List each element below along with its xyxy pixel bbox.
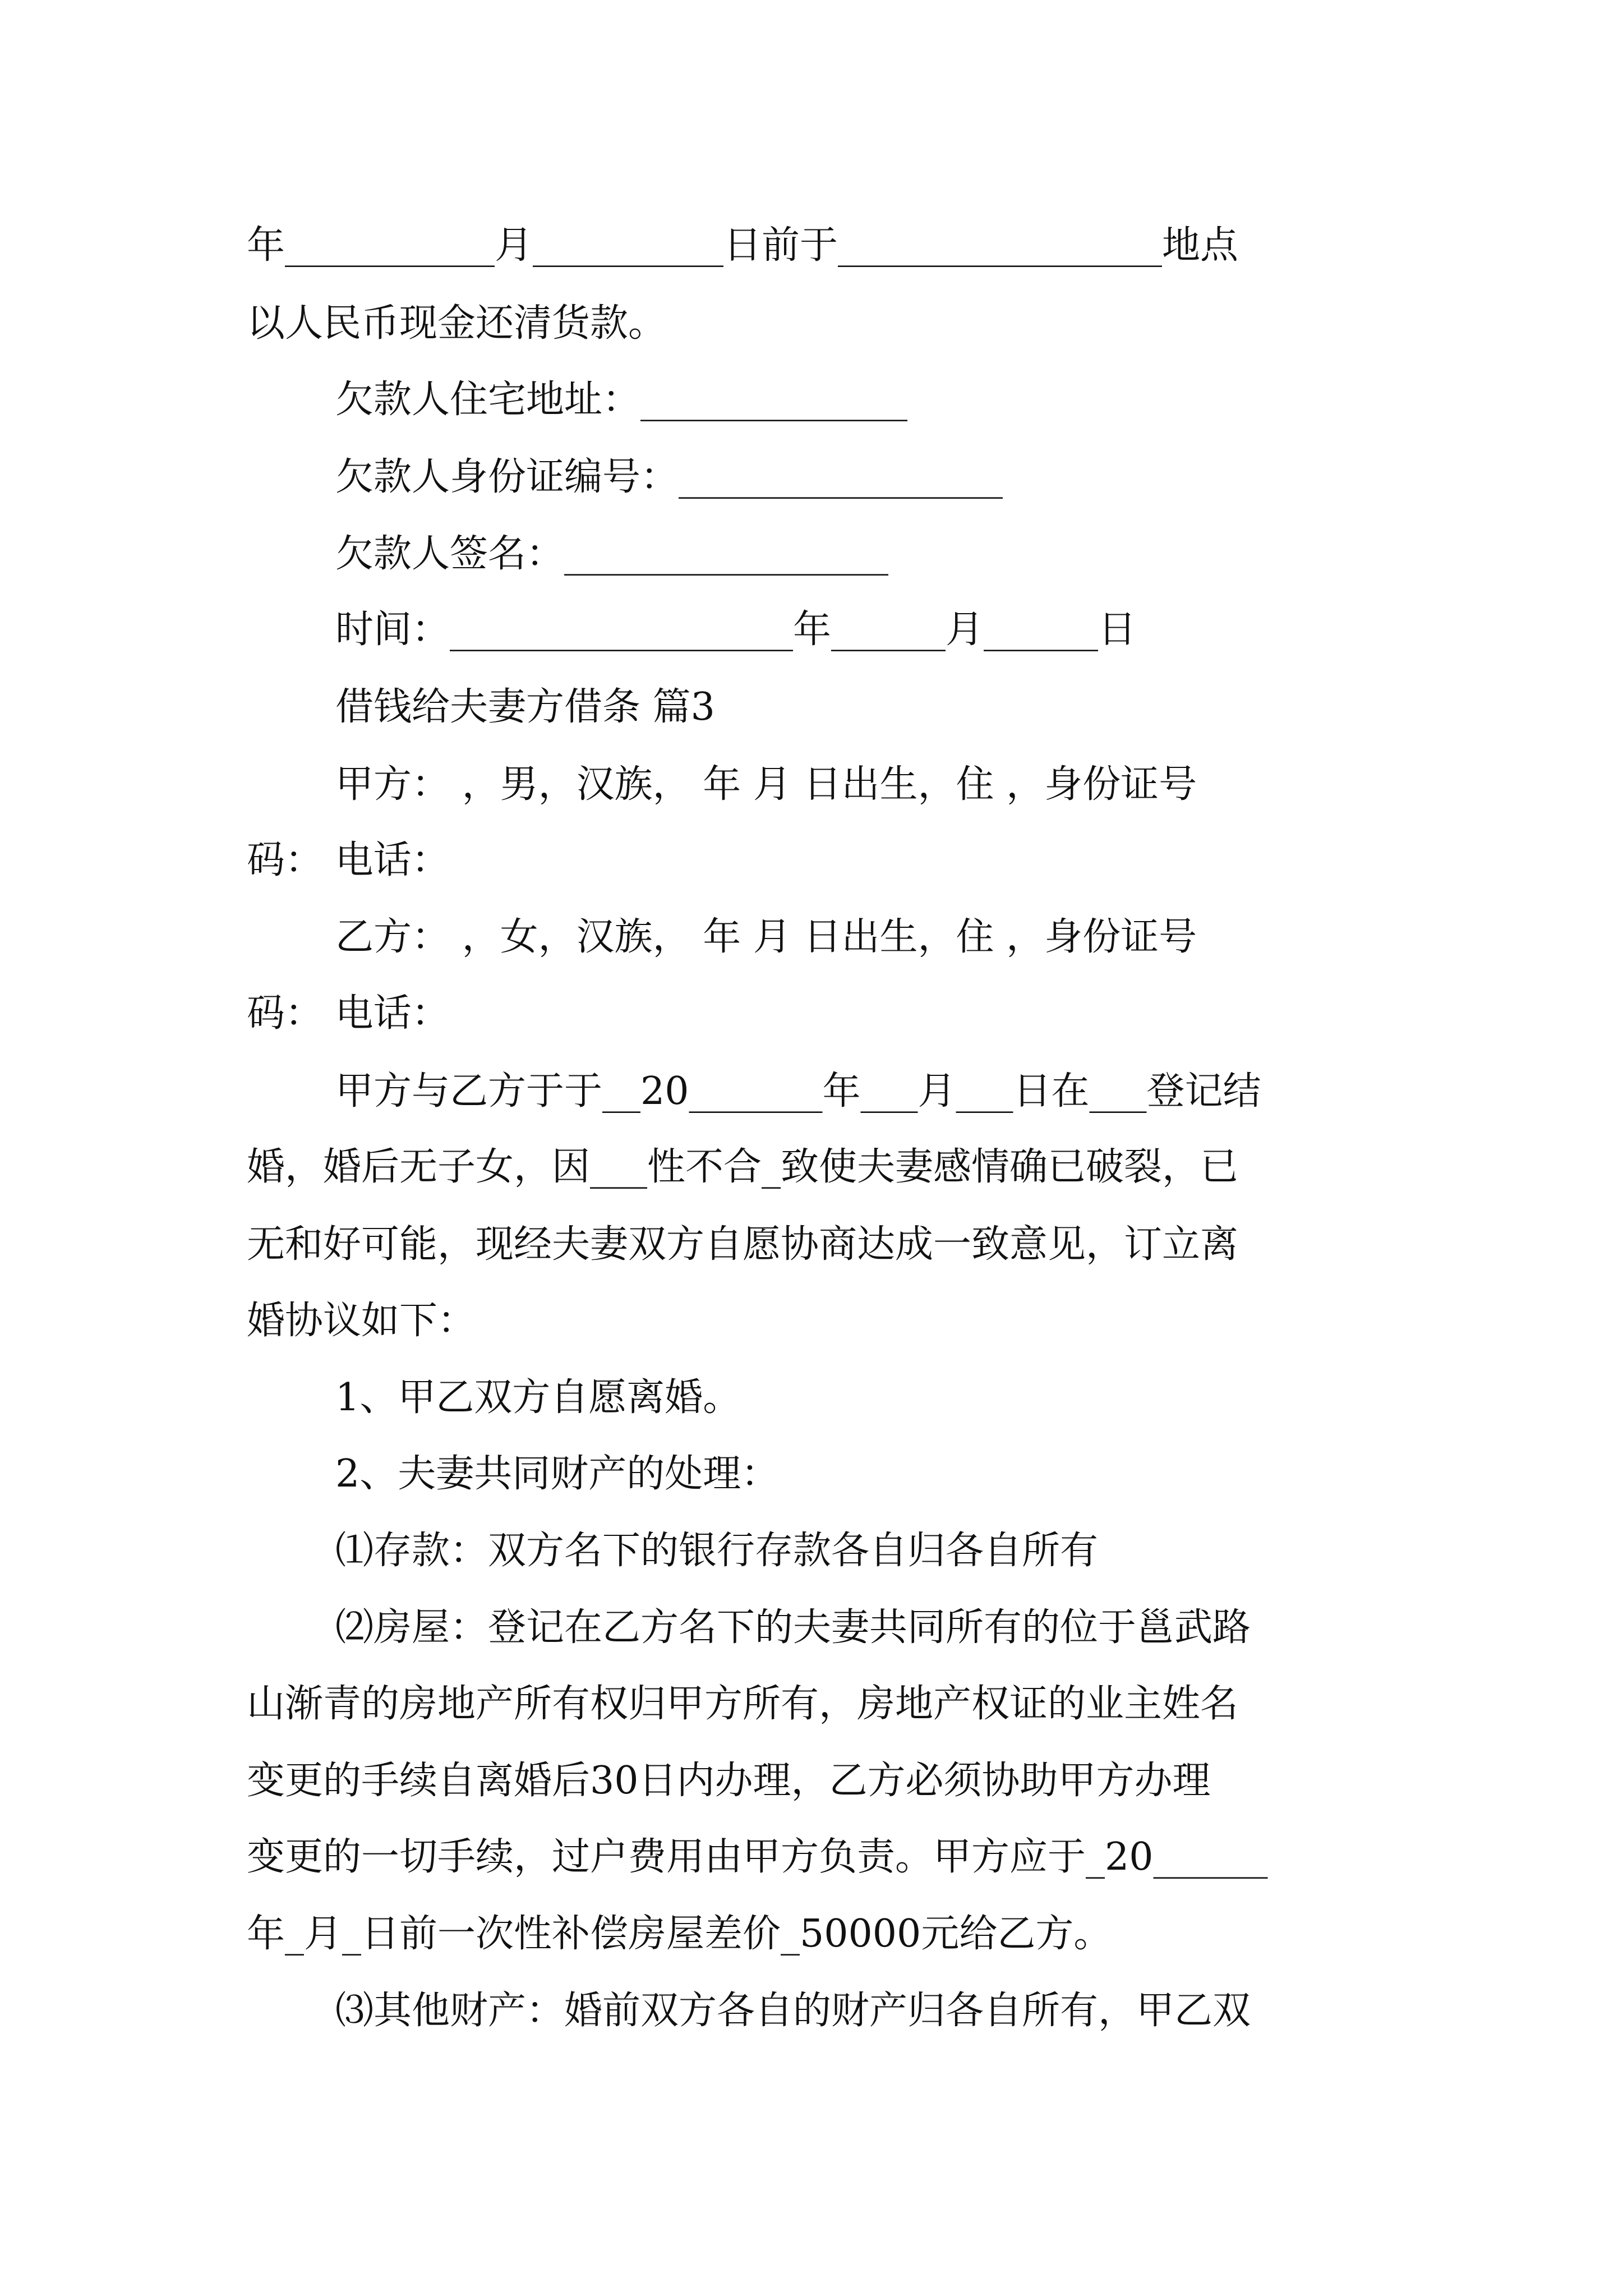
text-line: 欠款人签名：_________________ [335, 532, 889, 576]
text-line: 变更的一切手续，过户费用由甲方负责。甲方应于_20______ [247, 1835, 1268, 1879]
text-line: 2、夫妻共同财产的处理： [335, 1452, 780, 1496]
text-line: 欠款人住宅地址：______________ [335, 378, 908, 422]
text-line: 年___________月__________日前于_________________地点 [247, 223, 1239, 268]
text-line: 无和好可能，现经夫妻双方自愿协商达成一致意见，订立离 [247, 1222, 1239, 1267]
text-line: 变更的手续自离婚后30日内办理，乙方必须协助甲方办理 [247, 1759, 1211, 1803]
text-line: 婚协议如下： [247, 1299, 476, 1343]
text-line: 年_月_日前一次性补偿房屋差价_50000元给乙方。 [247, 1912, 1112, 1956]
text-line: 甲方： ，男，汉族， 年 月 日出生，住 ，身份证号 [335, 762, 1197, 807]
text-line: 时间：__________________年______月______日 [335, 608, 1137, 652]
text-line: 婚，婚后无子女，因___性不合_致使夫妻感情确已破裂，已 [247, 1145, 1239, 1189]
text-line: ⑴存款：双方名下的银行存款各自归各自所有 [335, 1529, 1099, 1573]
text-line: 甲方与乙方于于__20_______年___月___日在___登记结 [335, 1069, 1261, 1114]
text-line: ⑶其他财产：婚前双方各自的财产归各自所有，甲乙双 [335, 1989, 1251, 2033]
text-line: 码： 电话： [247, 991, 450, 1036]
section-heading: 借钱给夫妻方借条 篇3 [335, 685, 715, 729]
text-line: 乙方： ，女，汉族， 年 月 日出生，住 ，身份证号 [335, 915, 1197, 959]
text-line: 1、甲乙双方自愿离婚。 [335, 1375, 741, 1420]
text-line: ⑵房屋：登记在乙方名下的夫妻共同所有的位于邕武路 [335, 1605, 1251, 1650]
text-line: 欠款人身份证编号：_________________ [335, 455, 1003, 499]
text-line: 以人民币现金还清货款。 [247, 301, 667, 346]
text-line: 码： 电话： [247, 838, 450, 882]
text-line: 山渐青的房地产所有权归甲方所有，房地产权证的业主姓名 [247, 1682, 1239, 1726]
